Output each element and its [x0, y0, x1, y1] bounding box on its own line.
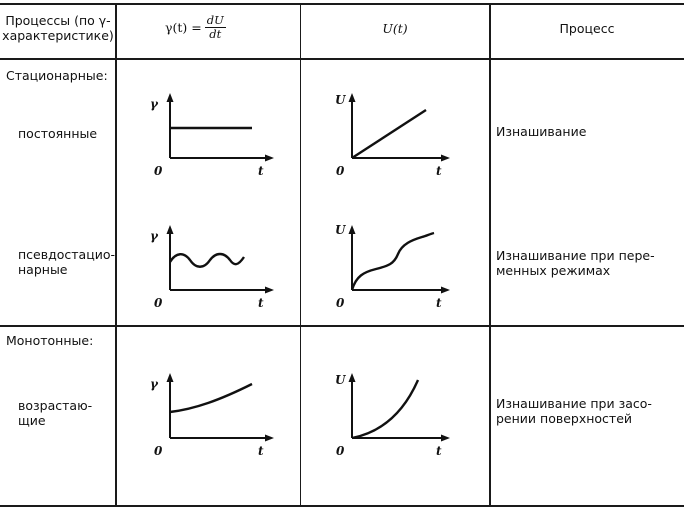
- u-plot-s-curve: [322, 216, 462, 312]
- u-t-label: t: [436, 444, 442, 458]
- header-process-type: [2, 13, 114, 43]
- u-axis-y-arrow: [349, 93, 356, 102]
- u-plot-linear: [322, 92, 462, 180]
- header-derivative-num: dU: [206, 13, 224, 27]
- process-desc-line: Изнашивание при засо-: [496, 396, 652, 411]
- gamma-curve-wavy: [170, 254, 244, 267]
- gamma-origin-label: 0: [154, 296, 163, 310]
- u-axis-x-arrow: [441, 287, 450, 294]
- header-bottom-border: [0, 58, 684, 60]
- column-divider-2: [300, 3, 301, 506]
- u-curve-s-shape: [352, 233, 434, 290]
- row-name-line: возрастаю-: [18, 398, 93, 413]
- row-name-line: псевдостацио-: [18, 247, 115, 262]
- header-process: Процесс: [559, 21, 615, 36]
- u-curve-convex: [352, 380, 418, 438]
- gamma-t-label: t: [258, 444, 264, 458]
- u-curve-linear: [352, 110, 426, 158]
- table-bottom-border: [0, 505, 684, 507]
- gamma-axis-y-arrow: [167, 225, 174, 234]
- u-axis-x-arrow: [441, 435, 450, 442]
- process-desc-line: Изнашивание при пере-: [496, 248, 655, 263]
- header-process-type-line1: Процессы (по γ-: [5, 13, 111, 28]
- gamma-plot-wavy: [140, 224, 280, 312]
- u-axis-label: U: [335, 93, 346, 107]
- gamma-axis-label: γ: [150, 377, 158, 391]
- group-label-monotone: Монотонные:: [6, 333, 94, 348]
- u-t-label: t: [436, 296, 442, 310]
- gamma-curve-increasing: [170, 384, 252, 412]
- u-t-label: t: [436, 164, 442, 178]
- gamma-plot-constant: [140, 92, 280, 180]
- row-name-line: нарные: [18, 262, 68, 277]
- gamma-t-label: t: [258, 296, 264, 310]
- row-name-increasing: [18, 398, 92, 428]
- gamma-origin-label: 0: [154, 164, 163, 178]
- u-axis-x-arrow: [441, 155, 450, 162]
- group-divider: [0, 325, 684, 327]
- gamma-plot-increasing: [140, 372, 280, 460]
- column-divider-3: [489, 3, 491, 506]
- column-divider-1: [115, 3, 117, 506]
- u-origin-label: 0: [336, 296, 345, 310]
- gamma-axis-y-arrow: [167, 93, 174, 102]
- gamma-origin-label: 0: [154, 444, 163, 458]
- u-axis-label: U: [335, 373, 346, 387]
- group-label-stationary: Стационарные:: [6, 68, 108, 83]
- gamma-axis-x-arrow: [265, 287, 274, 294]
- process-desc-line: менных режимах: [496, 263, 611, 278]
- table-top-border: [0, 3, 684, 5]
- row-name-line: постоянные: [18, 126, 98, 141]
- header-derivative-fraction: [205, 14, 226, 41]
- u-axis-y-arrow: [349, 373, 356, 382]
- process-desc-constant: [496, 124, 680, 139]
- u-origin-label: 0: [336, 444, 345, 458]
- gamma-t-label: t: [258, 164, 264, 178]
- process-desc-pseudostationary: [496, 248, 680, 278]
- u-origin-label: 0: [336, 164, 345, 178]
- u-axis-label: U: [335, 223, 346, 237]
- header-gamma-formula: [165, 14, 226, 41]
- header-derivative-den: dt: [209, 27, 222, 41]
- gamma-axis-y-arrow: [167, 373, 174, 382]
- process-desc-increasing: [496, 396, 680, 426]
- row-name-pseudostationary: [18, 247, 115, 277]
- u-plot-convex: [322, 372, 462, 460]
- u-axis-y-arrow: [349, 225, 356, 234]
- header-gamma-label: γ(t) =: [165, 20, 202, 35]
- header-u-function: U(t): [382, 21, 408, 36]
- gamma-axis-label: γ: [150, 229, 158, 243]
- process-desc-line: Изнашивание: [496, 124, 587, 139]
- header-process-type-line2: характеристике): [2, 28, 114, 43]
- gamma-axis-x-arrow: [265, 155, 274, 162]
- gamma-axis-x-arrow: [265, 435, 274, 442]
- process-desc-line: рении поверхностей: [496, 411, 633, 426]
- row-name-constant: [18, 126, 97, 141]
- row-name-line: щие: [18, 413, 46, 428]
- gamma-axis-label: γ: [150, 97, 158, 111]
